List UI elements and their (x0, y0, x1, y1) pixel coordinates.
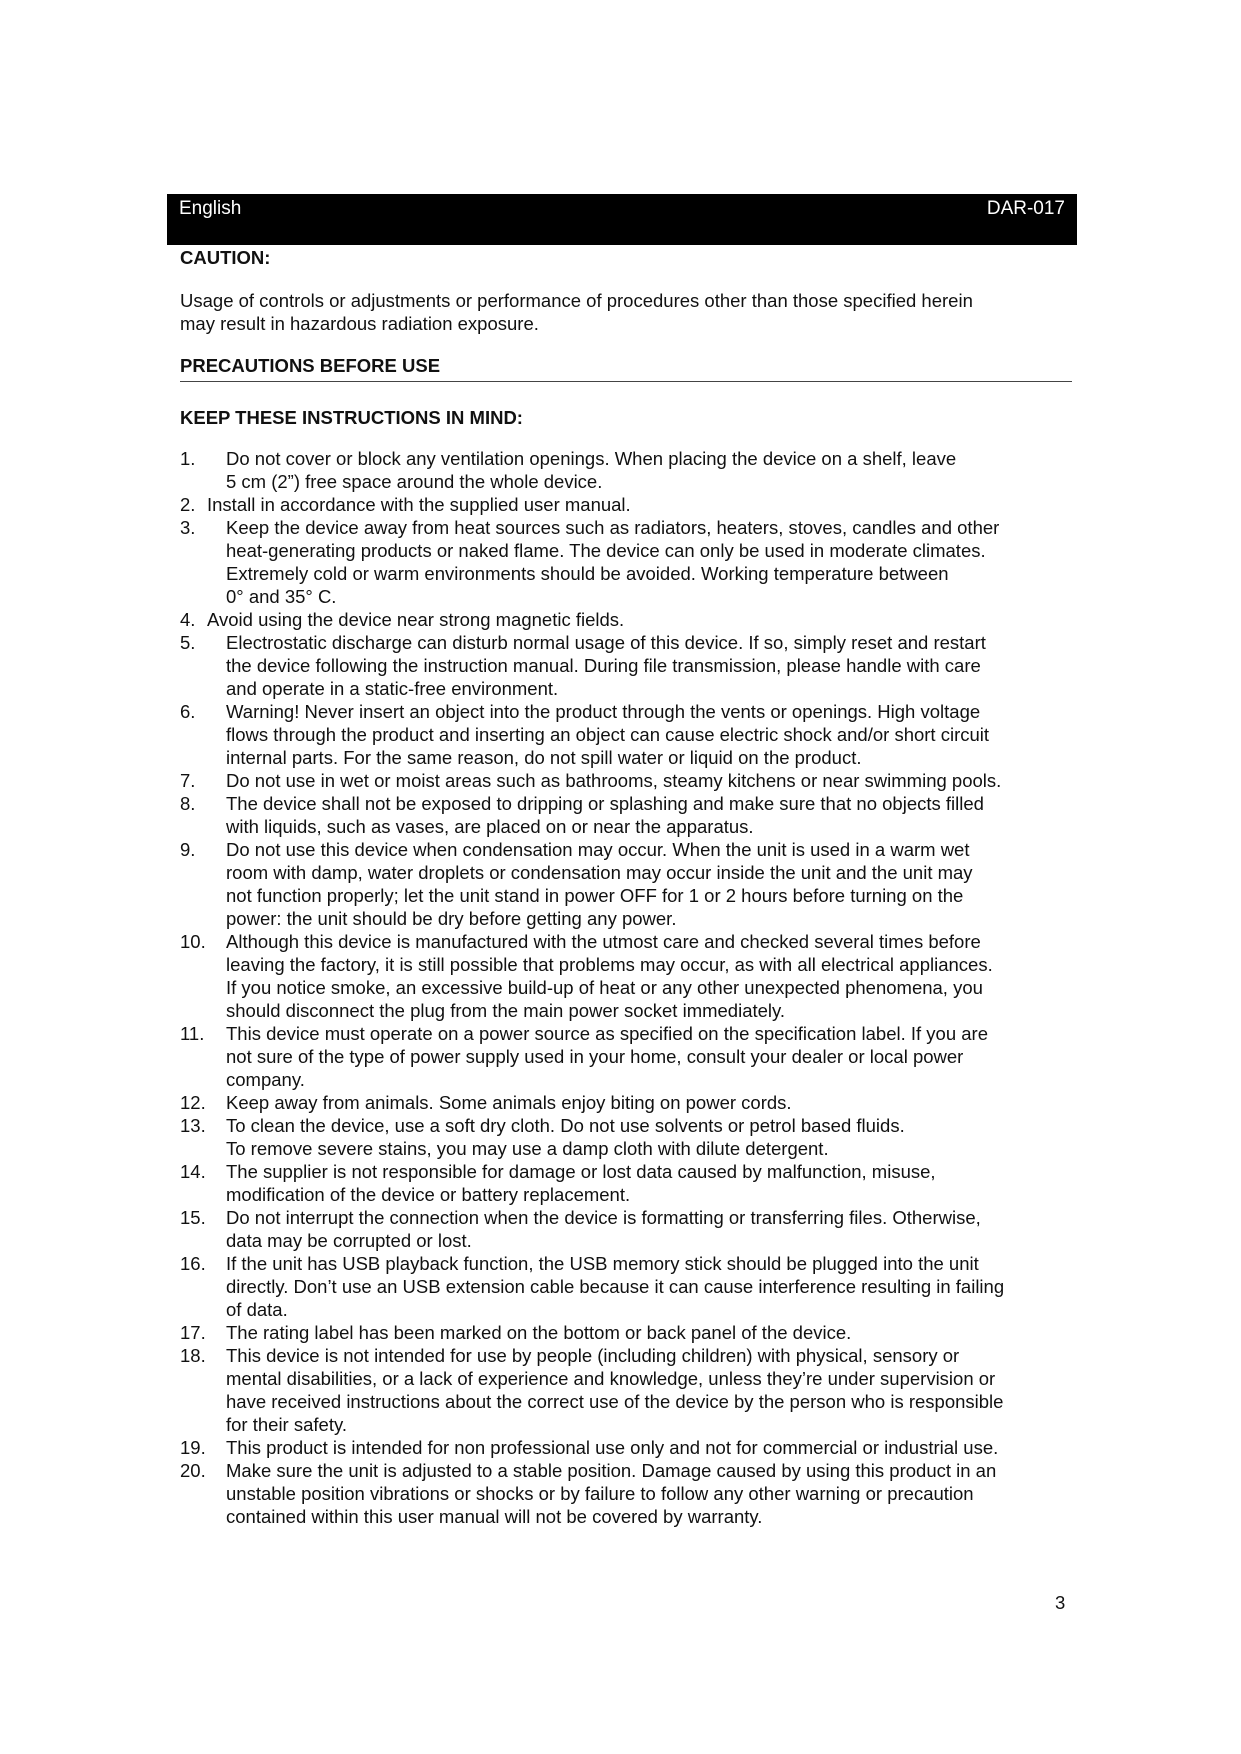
instruction-number: 8. (180, 793, 196, 814)
instruction-item (180, 1459, 1085, 1528)
instruction-text-line: Install in accordance with the supplied user manual. (207, 494, 631, 515)
instruction-text-line: power: the unit should be dry before getting any power. (226, 908, 677, 929)
instruction-text-line: Make sure the unit is adjusted to a stable position. Damage caused by using this product in an (226, 1460, 997, 1481)
instruction-number: 1. (180, 448, 196, 469)
instruction-text-line: Keep the device away from heat sources such as radiators, heaters, stoves, candles and other (226, 517, 1000, 538)
instruction-number: 10. (180, 931, 206, 952)
instruction-text-line: mental disabilities, or a lack of experience and knowledge, unless they’re under supervision or (226, 1368, 996, 1389)
instruction-number: 4. (180, 609, 196, 630)
instruction-number: 20. (180, 1460, 206, 1481)
instruction-text-line: The rating label has been marked on the bottom or back panel of the device. (226, 1322, 852, 1343)
instruction-text-line: This product is intended for non professional use only and not for commercial or industrial use. (226, 1437, 999, 1458)
instruction-text-line: heat-generating products or naked flame. The device can only be used in moderate climates. (226, 540, 986, 561)
keep-instructions-title: KEEP THESE INSTRUCTIONS IN MIND: (180, 407, 523, 428)
instruction-text-line: 5 cm (2”) free space around the whole device. (226, 471, 603, 492)
instruction-text-line: If you notice smoke, an excessive build-up of heat or any other unexpected phenomena, you (226, 977, 983, 998)
instruction-text-line: not sure of the type of power supply used in your home, consult your dealer or local power (226, 1046, 964, 1067)
instruction-number: 16. (180, 1253, 206, 1274)
instruction-text-line: If the unit has USB playback function, the USB memory stick should be plugged into the unit (226, 1253, 979, 1274)
caution-title: CAUTION: (180, 247, 271, 268)
instruction-text-line: To remove severe stains, you may use a damp cloth with dilute detergent. (226, 1138, 829, 1159)
instruction-text-line: leaving the factory, it is still possible that problems may occur, as with all electrical appliances. (226, 954, 993, 975)
instruction-item (180, 792, 1085, 838)
instruction-text-line: room with damp, water droplets or condensation may occur inside the unit and the unit may (226, 862, 973, 883)
instruction-text-line: Keep away from animals. Some animals enjoy biting on power cords. (226, 1092, 792, 1113)
instruction-number: 14. (180, 1161, 206, 1182)
instruction-text-line: 0° and 35° C. (226, 586, 337, 607)
instruction-item (180, 1252, 1085, 1321)
instruction-number: 7. (180, 770, 196, 791)
instruction-text-line: of data. (226, 1299, 288, 1320)
instruction-text-line: with liquids, such as vases, are placed on or near the apparatus. (226, 816, 754, 837)
instruction-item (180, 838, 1085, 930)
instruction-item (180, 608, 1085, 631)
instruction-text-line: for their safety. (226, 1414, 347, 1435)
instruction-text-line: modification of the device or battery replacement. (226, 1184, 631, 1205)
instruction-number: 3. (180, 517, 196, 538)
caution-body (180, 289, 1060, 335)
instruction-text-line: Although this device is manufactured with the utmost care and checked several times before (226, 931, 981, 952)
instruction-text-line: flows through the product and inserting an object can cause electric shock and/or short circuit (226, 724, 990, 745)
instruction-number: 6. (180, 701, 196, 722)
instruction-list (180, 447, 1085, 1528)
instruction-text-line: This device is not intended for use by people (including children) with physical, sensory or (226, 1345, 960, 1366)
instruction-number: 17. (180, 1322, 206, 1343)
instruction-number: 2. (180, 494, 196, 515)
instruction-number: 9. (180, 839, 196, 860)
instruction-text-line: have received instructions about the correct use of the device by the person who is responsible (226, 1391, 1004, 1412)
instruction-item (180, 1091, 1085, 1114)
instruction-text-line: company. (226, 1069, 305, 1090)
instruction-text-line: The device shall not be exposed to dripping or splashing and make sure that no objects filled (226, 793, 984, 814)
instruction-item (180, 1344, 1085, 1436)
instruction-item (180, 1160, 1085, 1206)
instruction-text-line: Extremely cold or warm environments should be avoided. Working temperature between (226, 563, 949, 584)
instruction-number: 5. (180, 632, 196, 653)
instruction-text-line: Do not cover or block any ventilation openings. When placing the device on a shelf, leave (226, 448, 957, 469)
instruction-text-line: To clean the device, use a soft dry cloth. Do not use solvents or petrol based fluids. (226, 1115, 905, 1136)
instruction-text-line: internal parts. For the same reason, do not spill water or liquid on the product. (226, 747, 862, 768)
instruction-item (180, 447, 1085, 493)
instruction-item (180, 700, 1085, 769)
instruction-text-line: Warning! Never insert an object into the product through the vents or openings. High voltage (226, 701, 981, 722)
instruction-item (180, 493, 1085, 516)
instruction-item (180, 769, 1085, 792)
instruction-number: 13. (180, 1115, 206, 1136)
instruction-text-line: Do not use in wet or moist areas such as bathrooms, steamy kitchens or near swimming pools. (226, 770, 1002, 791)
page-content (180, 244, 1085, 1528)
instruction-number: 12. (180, 1092, 206, 1113)
caution-line: may result in hazardous radiation exposure. (180, 313, 539, 334)
header-model: DAR-017 (986, 198, 1065, 219)
instruction-text-line: unstable position vibrations or shocks or by failure to follow any other warning or precaution (226, 1483, 974, 1504)
instruction-text-line: This device must operate on a power source as specified on the specification label. If you are (226, 1023, 989, 1044)
instruction-text-line: not function properly; let the unit stand in power OFF for 1 or 2 hours before turning on the (226, 885, 964, 906)
instruction-item (180, 516, 1085, 608)
instruction-item (180, 1114, 1085, 1160)
instruction-number: 19. (180, 1437, 206, 1458)
instruction-text-line: Avoid using the device near strong magnetic fields. (207, 609, 625, 630)
instruction-text-line: directly. Don’t use an USB extension cable because it can cause interference resulting in failing (226, 1276, 1005, 1297)
instruction-item (180, 1206, 1085, 1252)
instruction-item (180, 1436, 1085, 1459)
instruction-item (180, 631, 1085, 700)
instruction-text-line: Electrostatic discharge can disturb normal usage of this device. If so, simply reset and restart (226, 632, 986, 653)
instruction-text-line: contained within this user manual will not be covered by warranty. (226, 1506, 763, 1527)
instruction-text-line: Do not use this device when condensation may occur. When the unit is used in a warm wet (226, 839, 970, 860)
page-number: 3 (1055, 1592, 1066, 1613)
precautions-title: PRECAUTIONS BEFORE USE (180, 355, 441, 376)
instruction-number: 11. (180, 1023, 205, 1044)
instruction-text-line: and operate in a static-free environment. (226, 678, 559, 699)
header-language: English (179, 198, 242, 219)
caution-line: Usage of controls or adjustments or performance of procedures other than those specified herein (180, 290, 973, 311)
instruction-number: 15. (180, 1207, 206, 1228)
instruction-item (180, 930, 1085, 1022)
instruction-text-line: data may be corrupted or lost. (226, 1230, 472, 1251)
instruction-text-line: Do not interrupt the connection when the device is formatting or transferring files. Otherwise, (226, 1207, 981, 1228)
instruction-number: 18. (180, 1345, 206, 1366)
instruction-text-line: The supplier is not responsible for damage or lost data caused by malfunction, misuse, (226, 1161, 936, 1182)
header-bar (167, 194, 1077, 245)
instruction-item (180, 1321, 1085, 1344)
instruction-text-line: should disconnect the plug from the main power socket immediately. (226, 1000, 786, 1021)
instruction-item (180, 1022, 1085, 1091)
instruction-text-line: the device following the instruction manual. During file transmission, please handle with care (226, 655, 981, 676)
